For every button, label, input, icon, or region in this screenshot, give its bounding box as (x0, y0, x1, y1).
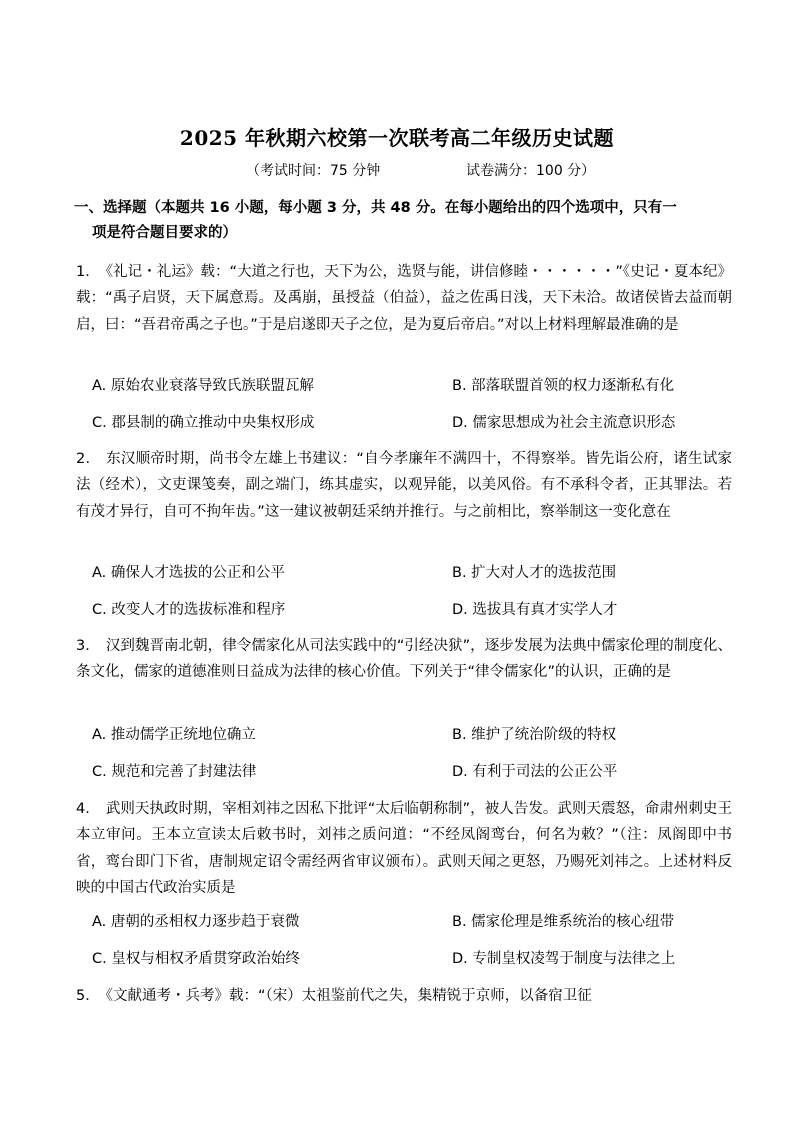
exam-time: （考试时间：75 分钟 (246, 163, 381, 179)
option-d[interactable]: D. 专制皇权凌驾于制度与法律之上 (452, 951, 676, 967)
option-b[interactable]: B. 部落联盟首领的权力逐渐私有化 (452, 378, 675, 394)
question-stem: 汉到魏晋南北朝，律令儒家化从司法实践中的“引经决狱”，逐步发展为法典中儒家伦理的制度化、条文化，儒家的道德准则日益成为法律的核心价值。下列关于“律令儒家化”的认识，正确的是 (76, 638, 732, 681)
question-number: 2． (76, 451, 101, 467)
question-3 (76, 633, 732, 686)
option-b[interactable]: B. 扩大对人才的选拔范围 (452, 565, 617, 581)
option-b[interactable]: B. 儒家伦理是维系统治的核心纽带 (452, 914, 675, 930)
option-c[interactable]: C. 郡县制的确立推动中央集权形成 (92, 415, 315, 431)
question-stem: 东汉顺帝时期，尚书令左雄上书建议：“自今孝廉年不满四十，不得察举。皆先诣公府，诸生试家法（经术），文吏课笺奏，副之端门，练其虚实，以观异能，以美风俗。有不承科令者，正其罪法。若有茂才异行，自可不拘年齿。”这一建议被朝廷采纳并推行。与之前相比，察举制这一变化意在 (76, 451, 732, 520)
exam-title: 2025 年秋期六校第一次联考高二年级历史试题 (179, 126, 615, 150)
question-1 (76, 259, 732, 338)
question-2 (76, 446, 732, 525)
option-a[interactable]: A. 原始农业衰落导致氏族联盟瓦解 (92, 378, 314, 394)
section-heading (74, 196, 734, 246)
question-5 (76, 983, 732, 1009)
question-stem: 《文献通考・兵考》载：“（宋）太祖鉴前代之失，集精锐于京师，以备宿卫征 (105, 988, 592, 1004)
question-number: 1． (76, 264, 100, 280)
option-a[interactable]: A. 确保人才选拔的公正和公平 (92, 565, 285, 581)
option-a[interactable]: A. 唐朝的丞相权力逐步趋于衰微 (92, 914, 300, 930)
option-d[interactable]: D. 有利于司法的公正公平 (452, 764, 618, 780)
section-heading-line1: 一、选择题（本题共 16 小题，每小题 3 分，共 48 分。在每小题给出的四个选项中，只有一 (74, 200, 677, 216)
question-stem: 《礼记・礼运》载：“大道之行也，天下为公，选贤与能，讲信修睦・・・・・・”《史记・夏本纪》载：“禹子启贤，天下属意焉。及禹崩，虽授益（伯益），益之佐禹日浅，天下未洽。故诸侯皆去益而朝启，曰：“吾君帝禹之子也。”于是启遂即天子之位，是为夏后帝启。”对以上材料理解最准确的是 (76, 264, 732, 333)
exam-score: 试卷满分：100 分） (466, 163, 596, 179)
question-number: 4． (76, 801, 100, 817)
option-c[interactable]: C. 改变人才的选拔标准和程序 (92, 602, 286, 618)
option-b[interactable]: B. 维护了统治阶级的特权 (452, 727, 617, 743)
question-number: 3． (76, 638, 100, 654)
option-a[interactable]: A. 推动儒学正统地位确立 (92, 727, 256, 743)
option-d[interactable]: D. 选拔具有真才实学人才 (452, 602, 618, 618)
question-number: 5． (76, 988, 100, 1004)
option-c[interactable]: C. 规范和完善了封建法律 (92, 764, 257, 780)
option-c[interactable]: C. 皇权与相权矛盾贯穿政治始终 (92, 951, 300, 967)
option-d[interactable]: D. 儒家思想成为社会主流意识形态 (452, 415, 676, 431)
question-4 (76, 796, 732, 901)
question-stem: 武则天执政时期，宰相刘祎之因私下批评“太后临朝称制”，被人告发。武则天震怒，命肃州刺史王本立审问。王本立宣读太后敕书时，刘祎之质问道：“不经凤阁鸾台，何名为敕？”（注：凤阁即中书省，鸾台即门下省，唐制规定诏令需经两省审议颁布）。武则天闻之更怒，乃赐死刘祎之。上述材料反映的中国古代政治实质是 (76, 801, 732, 896)
section-heading-line2: 项是符合题目要求的） (92, 225, 237, 241)
